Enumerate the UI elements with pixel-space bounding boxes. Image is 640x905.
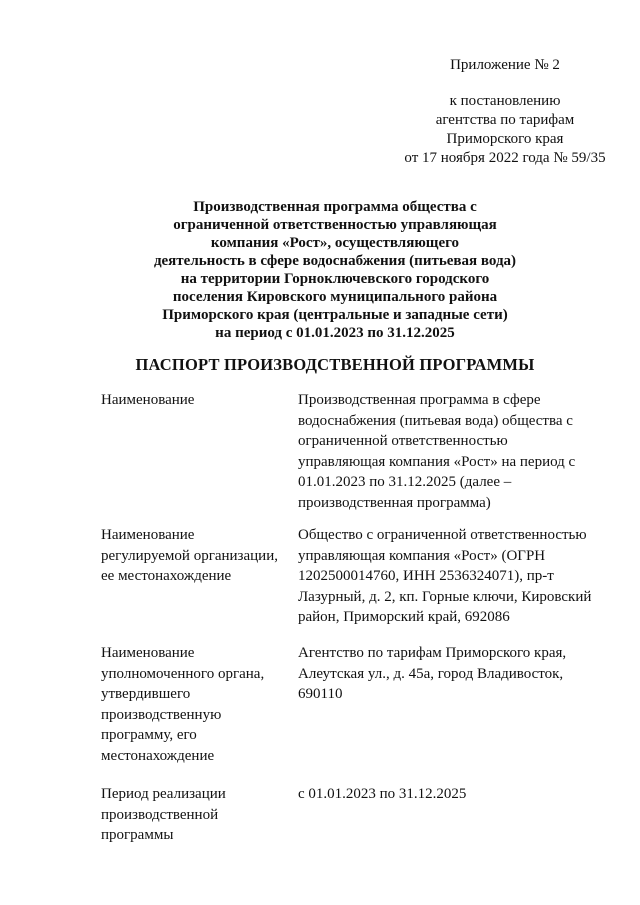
row-label: Наименование уполномоченного органа, утвердившего производственную программу, его местонахождение [101,645,265,764]
row-value: Производственная программа в сфере водоснабжения (питьевая вода) общества с ограниченной ответственностью управляющая компания «Рост» на период с 01.01.2023 по 31.12.2025 (далее – производственная программа) [298,392,576,511]
title-line: Производственная программа общества с [193,199,477,215]
title-line: Приморского края (центральные и западные сети) [162,307,508,323]
row-value: с 01.01.2023 по 31.12.2025 [298,786,467,802]
title-line: на период с 01.01.2023 по 31.12.2025 [215,325,455,341]
appendix-region-line: Приморского края [446,131,564,147]
title-line: компания «Рост», осуществляющего [210,235,460,251]
row-label: Наименование [101,392,195,408]
title-line: деятельность в сфере водоснабжения (питьевая вода) [153,253,517,269]
row-label: Наименование регулируемой организации, ее местонахождение [101,527,278,584]
passport-heading: ПАСПОРТ ПРОИЗВОДСТВЕННОЙ ПРОГРАММЫ [135,355,535,374]
appendix-date-line: от 17 ноября 2022 года № 59/35 [404,150,606,166]
title-line: ограниченной ответственностью управляющая [173,217,497,233]
row-value: Общество с ограниченной ответственностью управляющая компания «Рост» (ОГРН 1202500014760, ИНН 2536324071), пр-т Лазурный, д. 2, кп. Горные ключи, Кировский район, Приморский край, 692086 [298,527,592,625]
appendix-agency-line: агентства по тарифам [435,112,575,128]
row-label: Период реализации производственной программы [101,786,226,843]
appendix-header [390,56,620,168]
row-value: Агентство по тарифам Приморского края, Алеутская ул., д. 45а, город Владивосток, 690110 [298,645,567,702]
document-title [100,198,570,342]
title-line: поселения Кировского муниципального района [172,289,498,305]
appendix-decree-line: к постановлению [449,93,561,109]
title-line: на территории Горноключевского городского [180,271,490,287]
appendix-number: Приложение № 2 [450,57,560,73]
